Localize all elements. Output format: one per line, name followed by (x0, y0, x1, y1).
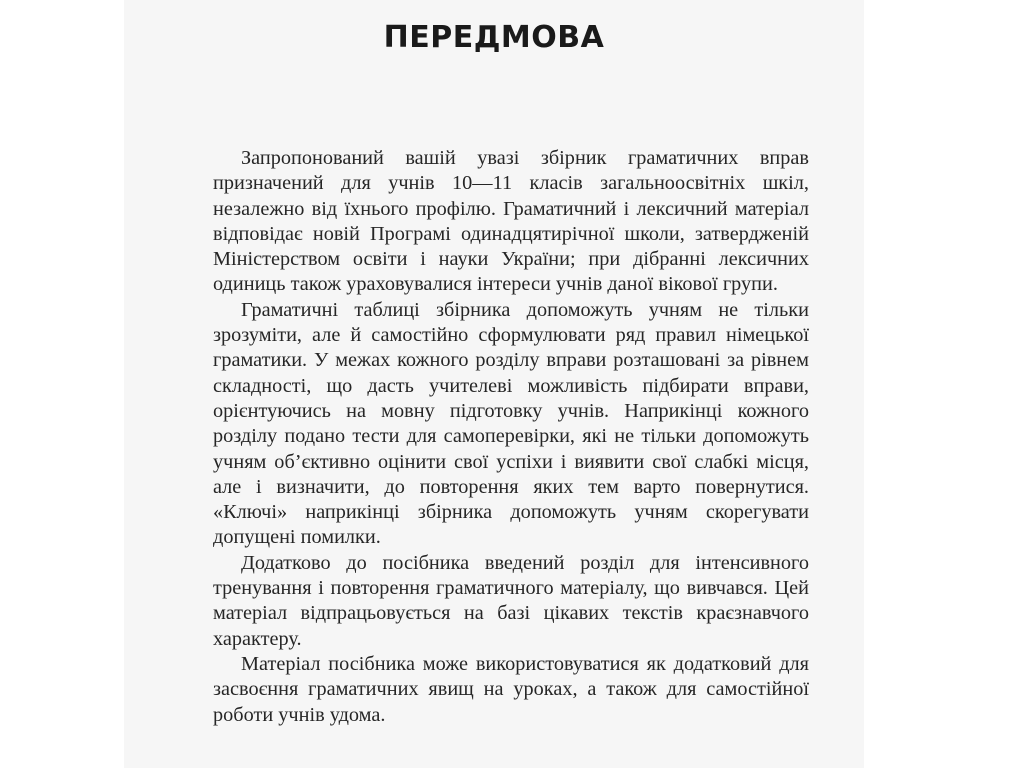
page-title: ПЕРЕДМОВА (383, 20, 605, 55)
paragraph-2: Граматичні таблиці збірника допоможуть учням не тільки зрозуміти, але й самостійно сформулювати ряд правил німецької граматики. У межах кожного розділу вправи розташовані за рівнем складності, що дасть учителеві можливість підбирати вправи, орієнтуючись на мовну підготовку учнів. Наприкінці кожного розділу подано тести для самоперевірки, які не тільки допоможуть учням об’єктивно оцінити свої успіхи і виявити свої слабкі місця, але і визначити, до повторення яких тем варто повернутися. «Ключі» наприкінці збірника допоможуть учням скорегувати допущені помилки. (213, 298, 809, 549)
paragraph-3: Додатково до посібника введений розділ для інтенсивного тренування і повторення граматичного матеріалу, що вивчався. Цей матеріал відпрацьовується на базі цікавих текстів краєзнавчого характеру. (213, 551, 809, 650)
paragraph-4: Матеріал посібника може використовуватися як додатковий для засвоєння граматичних явищ на уроках, а також для самостійної роботи учнів удома. (213, 652, 809, 726)
document-page (124, 0, 864, 768)
preface-body (213, 146, 809, 728)
paragraph-1: Запропонований вашій увазі збірник граматичних вправ призначений для учнів 10—11 класів загальноосвітніх шкіл, незалежно від їхнього профілю. Граматичний і лексичний матеріал відповідає новій Програмі одинадцятирічної школи, затвердженій Міністерством освіти і науки України; при дібранні лексичних одиниць також ураховувалися інтереси учнів даної вікової групи. (213, 147, 809, 296)
